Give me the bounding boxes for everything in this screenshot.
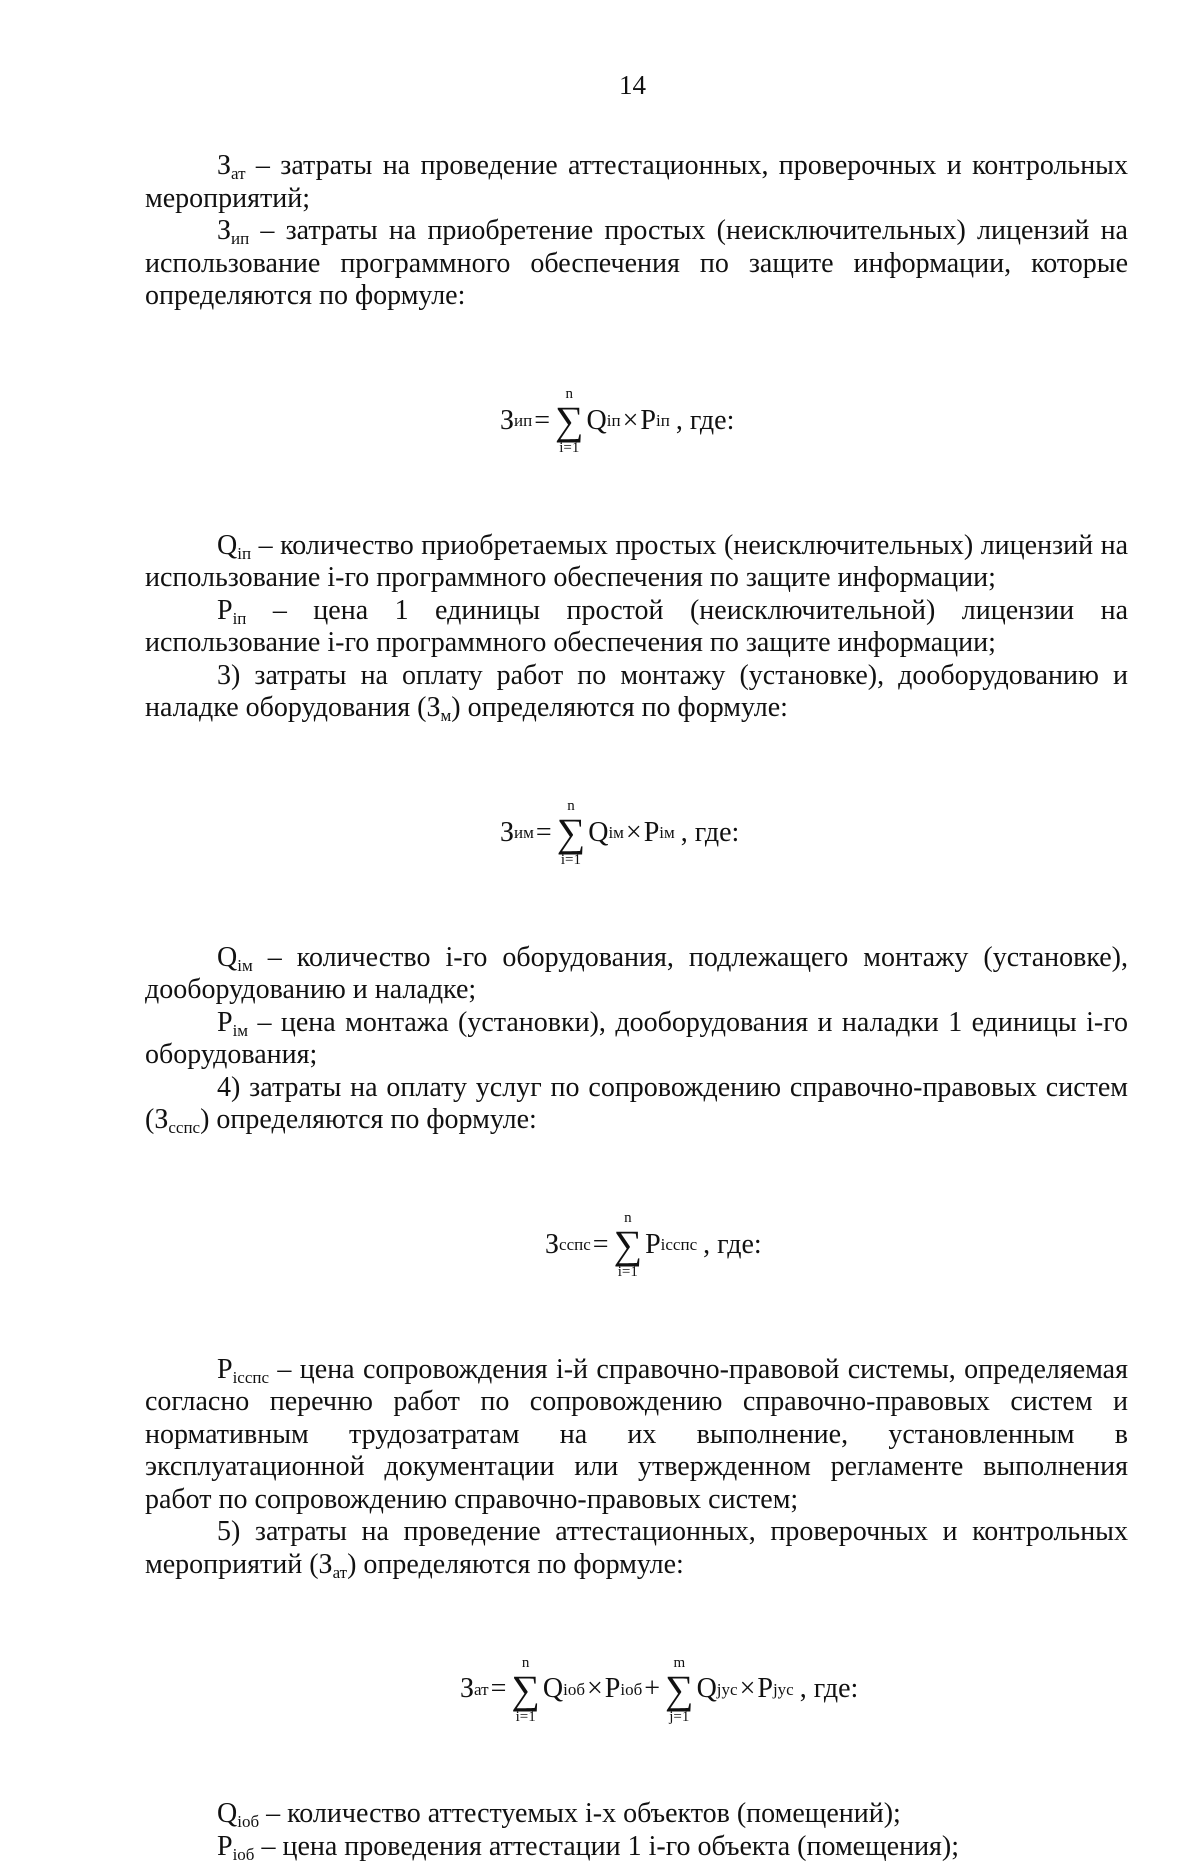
symbol: З	[217, 215, 232, 246]
sum-operator	[614, 1210, 643, 1280]
symbol-subscript: сспс	[168, 1118, 201, 1137]
symbol-subscript: iп	[232, 608, 247, 628]
formula-lhs: З	[500, 816, 515, 848]
symbol: Q	[217, 1798, 238, 1829]
symbol-subscript: iоб	[237, 1812, 260, 1831]
paragraph-text: 5) затраты на проведение аттестационных, проверочных и контрольных мероприятий (З	[145, 1516, 1128, 1580]
equals-sign: =	[535, 816, 552, 848]
paragraph-text: – количество i-го оборудования, подлежащего монтажу (установке), дооборудованию и наладке;	[145, 941, 1128, 1005]
formula-lhs: З	[460, 1673, 475, 1705]
formula-q: Q	[588, 816, 609, 848]
symbol-subscript: iм	[237, 955, 253, 975]
sigma-icon: ∑	[556, 810, 586, 855]
paragraph-p-isspc-definition	[145, 1354, 1128, 1517]
sum-upper-limit: n	[565, 386, 574, 402]
sum-lower-limit: i=1	[617, 1264, 638, 1280]
symbol-subscript: iоб	[232, 1844, 255, 1864]
symbol: P	[217, 1353, 233, 1385]
paragraph-text: ) определяются по формуле:	[451, 692, 788, 723]
paragraph-text: 4) затраты на оплату услуг по сопровождению справочно-правовых систем (З	[145, 1071, 1128, 1135]
paragraph-text: – цена сопровождения i-й справочно-правовой системы, определяемая согласно перечню работ по сопровождению справочно-правовых систем и нормативным трудозатратам на их выполнение, установленным в эксплуатационной документации или утвержденном регламенте выполнения работ по сопровождению справочно-правовых систем;	[145, 1353, 1128, 1515]
sigma-icon: ∑	[665, 1666, 694, 1712]
sigma-icon: ∑	[555, 398, 584, 443]
symbol: P	[217, 1006, 233, 1038]
paragraph-p-iob-definition	[145, 1831, 1128, 1864]
formula-tail: , где:	[799, 1673, 859, 1705]
sum-lower-limit: j=1	[669, 1708, 690, 1725]
times-sign: ×	[587, 1673, 603, 1705]
formula-p: P	[643, 816, 660, 848]
symbol: З	[217, 150, 232, 181]
formula-z-ip: З ип = n ∑ i=1 Q iп × P iп , где:	[500, 386, 735, 456]
formula-q: Q	[586, 404, 607, 436]
paragraph-text: ) определяются по формуле:	[347, 1548, 684, 1580]
symbol-subscript: ат	[231, 164, 246, 183]
symbol-subscript: ат	[332, 1562, 348, 1582]
sum-operator	[511, 1655, 540, 1725]
paragraph-text: – затраты на приобретение простых (неисключительных) лицензий на использование программного обеспечения по защите информации, которые определяются по формуле:	[145, 215, 1128, 311]
plus-sign: +	[644, 1673, 661, 1705]
sigma-icon: ∑	[613, 1222, 643, 1267]
times-sign: ×	[622, 404, 639, 436]
formula-tail: , где:	[703, 1228, 762, 1260]
symbol-subscript: ип	[231, 229, 250, 248]
paragraph-z-ip-definition	[145, 215, 1128, 313]
formula-lhs: З	[545, 1228, 560, 1260]
times-sign: ×	[625, 816, 642, 848]
formula-p: P	[757, 1673, 773, 1705]
paragraph-text: – затраты на проведение аттестационных, проверочных и контрольных мероприятий;	[145, 150, 1128, 214]
paragraph-item-4	[145, 1072, 1128, 1137]
sum-lower-limit: i=1	[559, 440, 580, 456]
sum-operator	[555, 386, 584, 456]
paragraph-text: – цена 1 единицы простой (неисключительной) лицензии на использование i-го программного обеспечения по защите информации;	[145, 594, 1128, 658]
paragraph-text: – цена монтажа (установки), дооборудования и наладки 1 единицы i-го оборудования;	[145, 1006, 1128, 1070]
formula-q: Q	[696, 1673, 717, 1705]
symbol-subscript: м	[440, 706, 452, 725]
paragraph-q-iob-definition	[145, 1798, 1128, 1831]
paragraph-text: – цена проведения аттестации 1 i-го объекта (помещения);	[254, 1830, 960, 1862]
paragraph-text: – количество приобретаемых простых (неисключительных) лицензий на использование i-го программного обеспечения по защите информации;	[145, 529, 1128, 593]
formula-p: P	[645, 1228, 661, 1260]
sum-operator	[665, 1655, 694, 1725]
paragraph-q-im-definition	[145, 942, 1128, 1007]
formula-p: P	[604, 1673, 621, 1705]
paragraph-text: 3) затраты на оплату работ по монтажу (установке), дооборудованию и наладке оборудования (З	[145, 659, 1128, 723]
symbol: P	[217, 1830, 233, 1862]
formula-z-sspc: З сспс = n ∑ i=1 P iсспс , где:	[545, 1210, 762, 1280]
equals-sign: =	[534, 404, 551, 436]
formula-p: P	[640, 404, 656, 436]
paragraph-item-5	[145, 1516, 1128, 1581]
sigma-icon: ∑	[511, 1666, 540, 1712]
paragraph-z-at-definition	[145, 150, 1128, 215]
equals-sign: =	[490, 1673, 507, 1705]
document-body	[145, 150, 1128, 1863]
formula-z-im: З им = n ∑ i=1 Q iм × P iм , где:	[500, 798, 740, 868]
paragraph-p-ip-definition	[145, 595, 1128, 660]
sum-upper-limit: n	[624, 1210, 632, 1226]
formula-tail: , где:	[675, 404, 735, 436]
formula-q: Q	[542, 1673, 564, 1705]
paragraph-p-im-definition	[145, 1007, 1128, 1072]
paragraph-text: ) определяются по формуле:	[200, 1104, 537, 1135]
symbol-subscript: iм	[232, 1020, 249, 1040]
symbol-subscript: iсспс	[232, 1367, 270, 1387]
times-sign: ×	[739, 1673, 756, 1705]
symbol: Q	[217, 529, 238, 561]
sum-lower-limit: i=1	[560, 852, 582, 868]
paragraph-text: – количество аттестуемых i-х объектов (помещений);	[259, 1798, 901, 1829]
equals-sign: =	[592, 1228, 609, 1260]
paragraph-q-ip-definition	[145, 530, 1128, 595]
sum-upper-limit: m	[673, 1654, 686, 1671]
sum-upper-limit: n	[567, 798, 575, 814]
sum-upper-limit: n	[521, 1654, 530, 1671]
sum-lower-limit: i=1	[515, 1708, 536, 1725]
symbol: P	[217, 594, 233, 626]
symbol-subscript: iп	[237, 543, 252, 563]
formula-lhs: З	[500, 404, 515, 436]
page-number: 14	[619, 70, 646, 100]
paragraph-item-3	[145, 660, 1128, 725]
symbol: Q	[217, 941, 238, 973]
formula-tail: , где:	[680, 816, 740, 848]
sum-operator	[557, 798, 586, 868]
formula-z-at: З ат = n ∑ i=1 Q iоб × P iоб + m ∑ j=1 Q jус × P jус , где:	[460, 1654, 859, 1725]
